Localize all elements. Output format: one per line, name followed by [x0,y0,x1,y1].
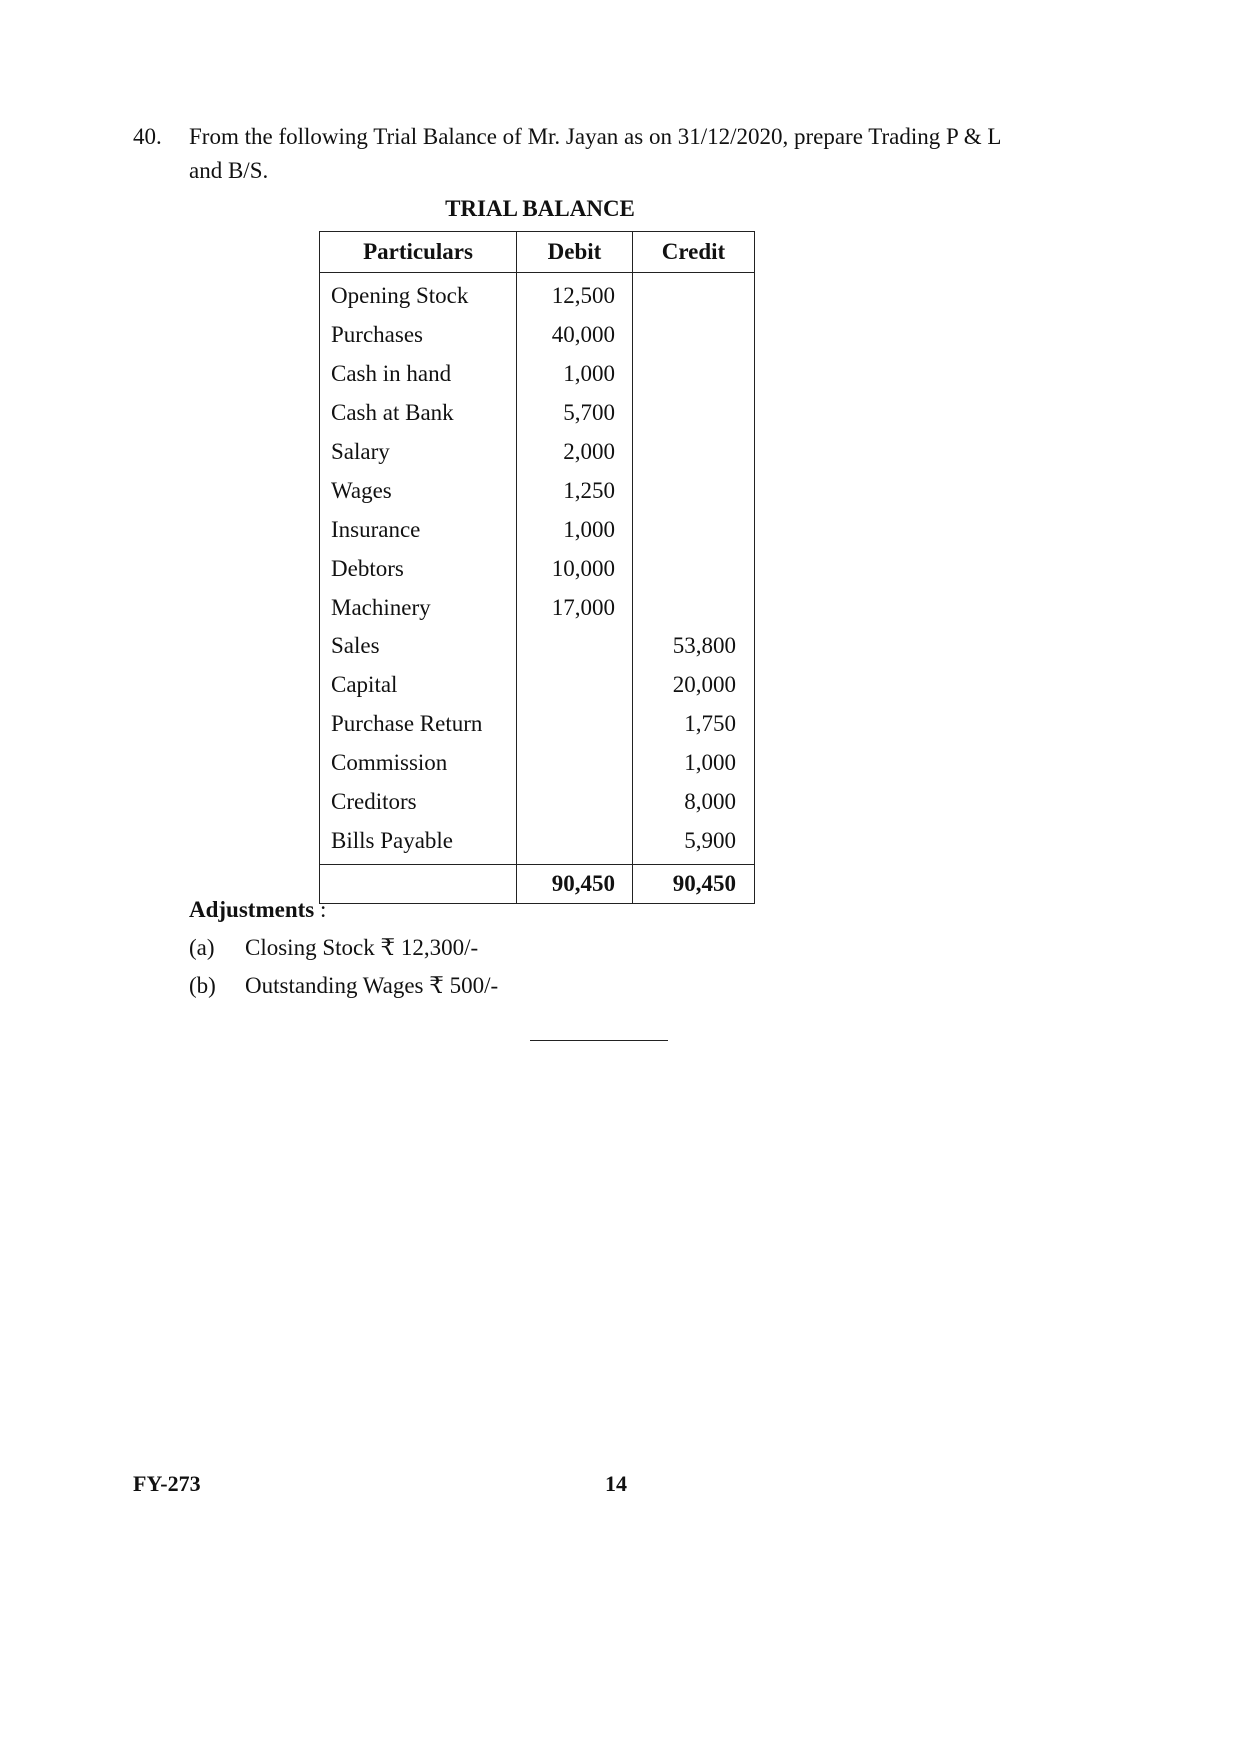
adjustments-colon: : [314,897,327,922]
cell-credit [633,549,755,588]
cell-particulars: Salary [320,433,517,472]
table-row [320,744,755,783]
cell-credit [633,316,755,355]
table-row [320,783,755,822]
cell-particulars: Purchase Return [320,705,517,744]
cell-credit: 5,900 [633,821,755,864]
cell-particulars: Capital [320,666,517,705]
adjustment-item-b [189,973,498,999]
cell-debit [517,783,633,822]
total-credit: 90,450 [633,865,755,904]
cell-particulars: Machinery [320,588,517,627]
table-row [320,627,755,666]
cell-credit [633,273,755,316]
cell-particulars: Cash in hand [320,355,517,394]
page-number: 14 [605,1471,627,1496]
cell-particulars: Commission [320,744,517,783]
cell-particulars: Opening Stock [320,273,517,316]
cell-particulars: Debtors [320,549,517,588]
cell-debit: 17,000 [517,588,633,627]
header-particulars: Particulars [320,232,517,273]
total-debit: 90,450 [517,865,633,904]
cell-credit [633,355,755,394]
cell-credit: 53,800 [633,627,755,666]
cell-credit [633,433,755,472]
cell-debit: 40,000 [517,316,633,355]
cell-debit [517,705,633,744]
cell-particulars: Purchases [320,316,517,355]
cell-credit: 1,750 [633,705,755,744]
table-row [320,273,755,316]
cell-debit: 2,000 [517,433,633,472]
cell-credit: 1,000 [633,744,755,783]
adjustment-label: (b) [189,973,216,998]
cell-credit [633,588,755,627]
table-header-row [320,232,755,273]
trial-balance-table [319,231,755,904]
table-row [320,666,755,705]
cell-credit [633,471,755,510]
table-row [320,471,755,510]
cell-debit [517,744,633,783]
trial-balance-title: TRIAL BALANCE [445,196,635,221]
question-text [189,120,1129,188]
cell-debit: 5,700 [517,394,633,433]
cell-particulars: Bills Payable [320,821,517,864]
table-row [320,433,755,472]
table-row [320,705,755,744]
cell-debit: 10,000 [517,549,633,588]
end-of-question-rule [530,1040,668,1041]
cell-particulars: Creditors [320,783,517,822]
paper-code: FY-273 [133,1471,201,1496]
total-label [320,865,517,904]
cell-credit [633,394,755,433]
table-row [320,549,755,588]
question-number: 40. [133,124,162,149]
question-line-2: and B/S. [189,158,269,183]
cell-debit: 1,000 [517,355,633,394]
adjustment-text: Outstanding Wages ₹ 500/- [245,973,499,998]
table-row [320,821,755,864]
total-row [320,865,755,904]
adjustment-label: (a) [189,935,215,960]
header-debit: Debit [517,232,633,273]
cell-debit: 1,250 [517,471,633,510]
cell-particulars: Sales [320,627,517,666]
question-line-1: From the following Trial Balance of Mr. Jayan as on 31/12/2020, prepare Trading P & L [189,124,1002,149]
adjustments-heading [189,897,326,923]
cell-debit: 1,000 [517,510,633,549]
cell-credit: 20,000 [633,666,755,705]
table-row [320,394,755,433]
cell-particulars: Wages [320,471,517,510]
table-row [320,588,755,627]
header-credit: Credit [633,232,755,273]
cell-particulars: Insurance [320,510,517,549]
table-row [320,316,755,355]
cell-debit: 12,500 [517,273,633,316]
table-row [320,355,755,394]
adjustments-title: Adjustments [189,897,315,922]
cell-particulars: Cash at Bank [320,394,517,433]
cell-debit [517,627,633,666]
adjustment-text: Closing Stock ₹ 12,300/- [245,935,479,960]
table-row [320,510,755,549]
cell-credit [633,510,755,549]
cell-debit [517,821,633,864]
cell-debit [517,666,633,705]
cell-credit: 8,000 [633,783,755,822]
adjustment-item-a [189,935,478,961]
